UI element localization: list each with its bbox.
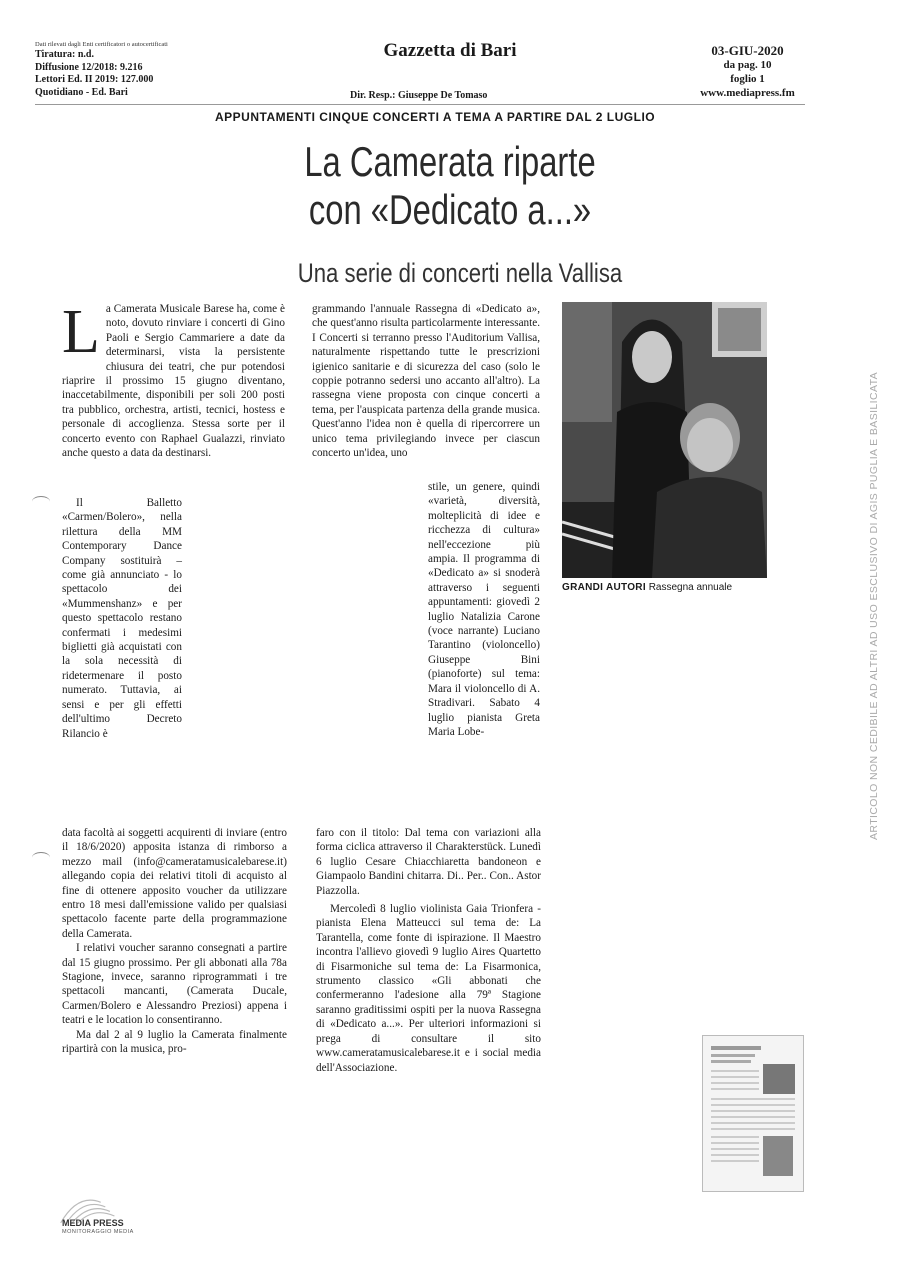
paragraph-3: data facoltà ai soggetti acquirenti di inviare (entro il 18/6/2020) apposita istanza di rimborso a mezzo mail (info@cameratamusicalebarese.it) allegando copia dei relativi titoli di acquisto al fine di ottenere apposito voucher da utilizzare entro 18 mesi dall'emissione valido per qualsiasi spettacolo facente parte della programmazione della Camerata. (62, 827, 287, 940)
publication-details (690, 44, 805, 100)
portrait-illustration (562, 302, 767, 578)
rights-notice (868, 371, 888, 841)
article-kicker: APPUNTAMENTI CINQUE CONCERTI A TEMA A PARTIRE DAL 2 LUGLIO (215, 110, 656, 124)
article-title (208, 138, 692, 234)
paragraph-5: Ma dal 2 al 9 luglio la Camerata finalmente ripartirà con la musica, pro- (62, 1028, 287, 1056)
paragraph-4: I relativi voucher saranno consegnati a partire dal 15 giugno prossimo. Per gli abbonati alla 78a Stagione, invece, saranno riprogrammati i tre spettacoli mancanti, (Camerata Ducale, Carmen/Bolero e Alessandro Preziosi) appena i teatri e le location lo consentiranno. (62, 942, 287, 1027)
column-1-narrow (62, 496, 182, 741)
title-line-2: con «Dedicato a...» (308, 186, 592, 233)
newspaper-masthead: Gazzetta di Bari (383, 40, 517, 61)
margin-mark-bottom (32, 852, 50, 863)
source-info (35, 40, 168, 99)
page-ref: da pag. 10 (723, 59, 772, 71)
caption-text: Rassegna annuale (648, 582, 733, 593)
drop-cap: L (62, 298, 100, 366)
rights-notice-text: ARTICOLO NON CEDIBILE AD ALTRI AD USO ESCLUSIVO DI AGIS PUGLIA E BASILICATA (868, 371, 880, 840)
thumbnail-preview (703, 1036, 803, 1191)
column-2-top (312, 302, 540, 460)
sheet-ref: foglio 1 (730, 73, 765, 85)
column-1-bottom (62, 826, 287, 1057)
site-link[interactable]: www.mediapress.fm (700, 87, 795, 99)
column-2-narrow (428, 480, 540, 739)
article-photo (562, 302, 767, 578)
paragraph-9: Mercoledì 8 luglio violinista Gaia Trionfera - pianista Elena Matteucci sul tema de: La Tarantella, come fonte di ispirazione. Il Maestro incontra l'allievo giovedì 9 luglio Aires Quartetto di Fisarmoniche sul tema de: La Fisarmonica, strumento classico «Gli abbonati che confermeranno l'adesione alla 79ª Stagione saranno graditissimi ospiti per la nuova Rassegna di «Dedicato a...». Per ulteriori informazioni si prega di consultare il sito www.cameratamusicalebarese.it e i social media dell'Associazione. (316, 903, 541, 1074)
editor-in-chief: Dir. Resp.: Giuseppe De Tomaso (350, 90, 488, 101)
diffusione: Diffusione 12/2018: 9.216 (35, 61, 143, 73)
publication-date: 03-GIU-2020 (711, 43, 784, 58)
lettori: Lettori Ed. II 2019: 127.000 (35, 74, 154, 85)
caption-label: GRANDI AUTORI (562, 582, 646, 593)
tiratura: Tiratura: n.d. (35, 49, 94, 60)
page-thumbnail (702, 1035, 804, 1192)
paragraph-2: Il Balletto «Carmen/Bolero», nella rilettura della MM Contemporary Dance Company sostituirà – come già annunciato - lo spettacolo dei «Mummenshanz» e per questo spettacolo restano confermati i medesimi biglietti già acquistati con la sola necessità di ridetermenare il posto numerato. Tuttavia, ai sensi e per gli effetti dell'ultimo Decreto Rilancio è (62, 497, 182, 740)
media-press-name: MEDIA PRESS (62, 1218, 124, 1228)
title-line-1: La Camerata riparte (304, 138, 596, 185)
media-press-tagline: MONITORAGGIO MEDIA (62, 1229, 134, 1235)
column-1-top (62, 298, 285, 460)
paragraph-7: stile, un genere, quindi «varietà, diversità, molteplicità di idee e ricchezza di cultura» nell'eccezione più ampia. Il programma di «Dedicato a» si snoderà attraverso i seguenti appuntamenti: giovedì 2 luglio Natalizia Carone (voce narrante) Luciano Tarantino (violoncello) Giuseppe Bini (pianoforte) sul tema: Mara il violoncello di A. Stradivari. Sabato 4 luglio pianista Greta Maria Lobe- (428, 481, 540, 738)
certification-note: Dati rilevati dagli Enti certificatori o autocertificati (35, 41, 168, 48)
column-2-bottom (316, 826, 541, 1075)
photo-caption (562, 582, 732, 593)
margin-mark-top (32, 496, 50, 507)
quotidiano: Quotidiano - Ed. Bari (35, 86, 128, 98)
paragraph-6: grammando l'annuale Rassegna di «Dedicato a», che quest'anno risulta particolarmente interessante. I Concerti si terranno presso l'Auditorium Vallisa, naturalmente rispettando tutte le prescrizioni igienico sanitarie e di sicurezza del caso (solo le coppie potranno sedersi uno accanto all'altro). La rassegna viene proposta con cinque concerti a tema, per l'auspicata partenza della grande musica. Quest'anno l'idea non è quella di ripercorrere un unico tema privilegiando invece per ciascun concerto un'idea, uno (312, 303, 540, 460)
article-subtitle: Una serie di concerti nella Vallisa (297, 258, 623, 288)
header-divider (35, 104, 805, 105)
paragraph-1: a Camerata Musicale Barese ha, come è noto, dovuto rinviare i concerti di Gino Paoli e Sergio Cammariere a date da determinarsi, vista la persistente chiusura dei teatri, che pur potendosi riaprire il prossimo 15 giugno diventano, inaccetabilmente, disponibili per soli 200 posti tra pubblico, orchestra, artisti, tecnici, hostess e personale di accoglienza. Stessa sorte per il concerto evento con Raphael Gualazzi, rinviato anche questo a data da destinarsi. (62, 303, 285, 460)
paragraph-8: faro con il titolo: Dal tema con variazioni alla forma ciclica attraverso il Charakterstück. Lunedì 6 luglio Cesare Chiacchiaretta bandoneon e Giampaolo Bandini chitarra. Di.. Per.. Con.. Astor Piazzolla. (316, 827, 541, 897)
